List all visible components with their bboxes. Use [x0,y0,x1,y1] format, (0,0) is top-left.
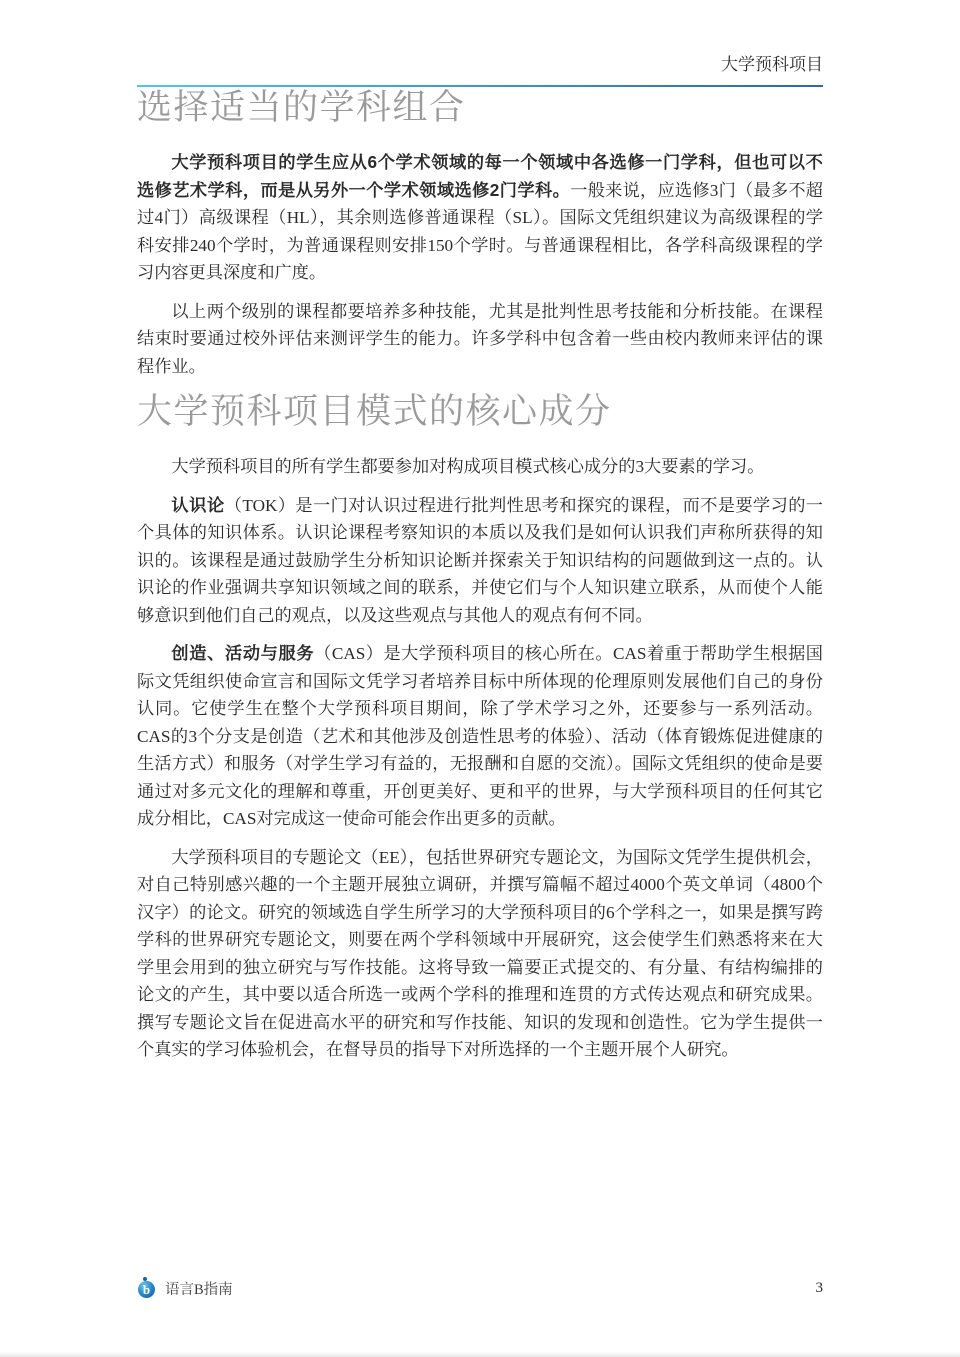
ib-logo-icon [137,1277,156,1300]
paragraph-tok [137,492,823,630]
footer-document-title: 语言B指南 [165,1282,233,1298]
paragraph [137,453,823,481]
page-bottom-edge [0,1352,960,1357]
paragraph-text: 以上两个级别的课程都要培养多种技能，尤其是批判性思考技能和分析技能。在课程结束时要通过校外评估来测评学生的能力。许多学科中包含着一些由校内教师来评估的课程作业。 [137,301,823,376]
section-body-core-components [137,453,823,1064]
paragraph-cas [137,640,823,833]
paragraph-ee [137,844,823,1064]
paragraph-text: 一般来说，应选修3门（最多不超过4门）高级课程（HL），其余则选修普通课程（SL）。国际文凭组织建议为高级课程的学科安排240个学时，为普通课程则安排150个学时。与普通课程相比，各学科高级课程的学习内容更具深度和广度。 [137,180,823,282]
section-heading-subject-combination: 选择适当的学科组合 [137,88,466,127]
section-heading-core-components: 大学预科项目模式的核心成分 [137,392,612,431]
paragraph-text: （TOK）是一门对认识过程进行批判性思考和探究的课程，而不是要学习的一个具体的知识体系。认识论课程考察知识的本质以及我们是如何认识我们声称所获得的知识的。该课程是通过鼓励学生分析知识论断并探索关于知识结构的问题做到这一点的。认识论的作业强调共享知识领域之间的联系，并使它们与个人知识建立联系，从而使个人能够意识到他们自己的观点，以及这些观点与其他人的观点有何不同。 [137,495,823,625]
running-header-title: 大学预科项目 [721,55,823,74]
paragraph [137,149,823,287]
paragraph-bold-lead: 大学预科项目的学生应从6个学术领域的每一个领域中各选修一门学科，但也可以不选修艺术学科，而是从另外一个学术领域选修2门学科。 [137,152,823,200]
page-footer [137,1277,823,1300]
paragraph-text: 大学预科项目的专题论文（EE），包括世界研究专题论文，为国际文凭学生提供机会，对自己特别感兴趣的一个主题开展独立调研，并撰写篇幅不超过4000个英文单词（4800个汉字）的论文。研究的领域选自学生所学习的大学预科项目的6个学科之一，如果是撰写跨学科的世界研究专题论文，则要在两个学科领域中开展研究，这会使学生们熟悉将来在大学里会用到的独立研究与写作技能。这将导致一篇要正式提交的、有分量、有结构编排的论文的产生，其中要以适合所选一或两个学科的推理和连贯的方式传达观点和研究成果。撰写专题论文旨在促进高水平的研究和写作技能、知识的发现和创造性。它为学生提供一个真实的学习体验机会，在督导员的指导下对所选择的一个主题开展个人研究。 [137,847,823,1059]
paragraph-text: （CAS）是大学预科项目的核心所在。CAS着重于帮助学生根据国际文凭组织使命宣言和国际文凭学习者培养目标中所体现的伦理原则发展他们自己的身份认同。它使学生在整个大学预科项目期间，除了学术学习之外，还要参与一系列活动。CAS的3个分支是创造（艺术和其他涉及创造性思考的体验）、活动（体育锻炼促进健康的生活方式）和服务（对学生学习有益的，无报酬和自愿的交流）。国际文凭组织的使命是要通过对多元文化的理解和尊重，开创更美好、更和平的世界，与大学预科项目的任何其它成分相比，CAS对完成这一使命可能会作出更多的贡献。 [137,644,823,828]
section-body-subject-combination [137,149,823,380]
paragraph-bold-lead-tok: 认识论 [171,494,225,515]
ib-logo-letter: b [142,1282,151,1297]
page-header [137,0,823,87]
paragraph-text: 大学预科项目的所有学生都要参加对构成项目模式核心成分的3大要素的学习。 [171,457,765,476]
paragraph [137,298,823,381]
page-content [137,0,823,1075]
paragraph-bold-lead-cas: 创造、活动与服务 [171,643,315,663]
page-number: 3 [815,1280,823,1296]
